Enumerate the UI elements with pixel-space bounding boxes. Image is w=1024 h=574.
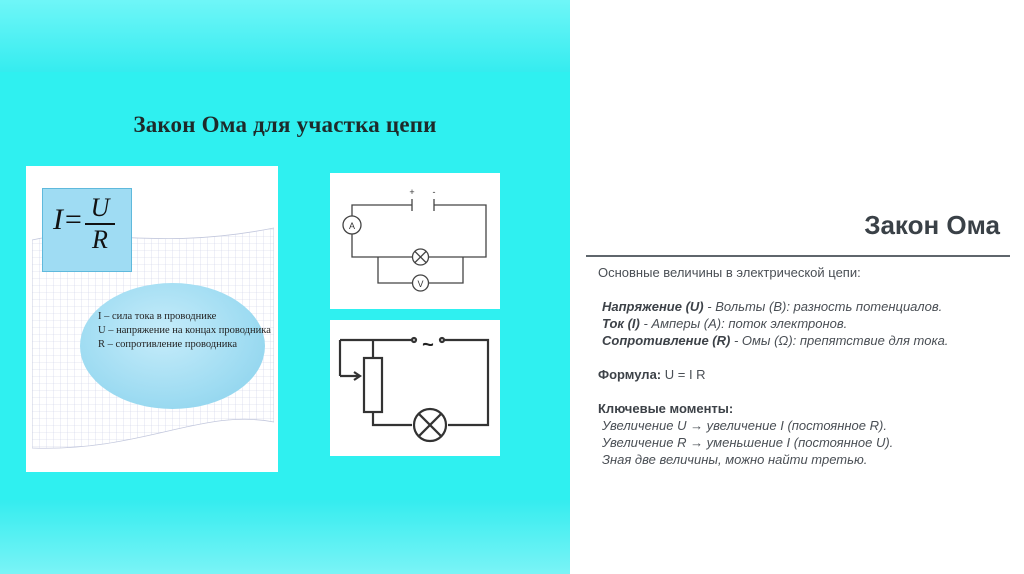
formula-numerator: U: [90, 193, 110, 222]
quantity-voltage: [598, 298, 1008, 315]
circuit-diagram-ammeter-voltmeter: [330, 173, 500, 309]
panel-top-band: [0, 0, 570, 72]
key-points-heading: Ключевые моменты:: [598, 401, 734, 416]
title-divider: [586, 255, 1010, 257]
quantity-name: Сопротивление (R): [602, 333, 731, 348]
image-title: Закон Ома для участка цепи: [133, 112, 437, 137]
quantity-desc: - Амперы (А): поток электронов.: [639, 316, 848, 331]
quantity-desc: - Вольты (В): разность потенциалов.: [703, 299, 943, 314]
formula-fraction: [85, 195, 115, 253]
panel-bottom-band: [0, 500, 570, 574]
minus-terminal: -: [432, 187, 436, 197]
intro-text: Основные величины в электрической цепи:: [598, 265, 861, 280]
legend-item: R – сопротивление проводника: [98, 339, 237, 350]
voltmeter-label: V: [417, 279, 424, 289]
legend-item: U – напряжение на концах проводника: [98, 325, 271, 336]
circuit-diagram-rheostat-lamp: [330, 320, 500, 456]
formula-value: U = I R: [661, 367, 706, 382]
slide-content: [598, 264, 1008, 468]
key-point: Зная две величины, можно найти третью.: [602, 452, 868, 467]
key-point: Увеличение U → увеличение I (постоянное R).: [602, 418, 887, 433]
formula-box: [42, 188, 132, 272]
ac-source-symbol: ~: [422, 334, 434, 356]
formula-label: Формула:: [598, 367, 662, 382]
quantity-current: [598, 315, 1008, 332]
ammeter-label: A: [348, 221, 356, 231]
plus-terminal: +: [409, 187, 415, 197]
variable-legend: [98, 310, 271, 352]
legend-item: I – сила тока в проводнике: [98, 311, 217, 322]
slide-title: Закон Ома: [864, 210, 1000, 240]
quantity-name: Ток (I): [602, 316, 640, 331]
formula-lhs: I=: [53, 203, 84, 236]
key-point: Увеличение R → уменьшение I (постоянное U).: [602, 435, 894, 450]
formula-denominator: R: [92, 225, 108, 254]
quantity-desc: - Омы (Ω): препятствие для тока.: [730, 333, 949, 348]
formula-line: [598, 366, 1008, 383]
quantity-name: Напряжение (U): [602, 299, 704, 314]
quantity-resistance: [598, 332, 1008, 349]
